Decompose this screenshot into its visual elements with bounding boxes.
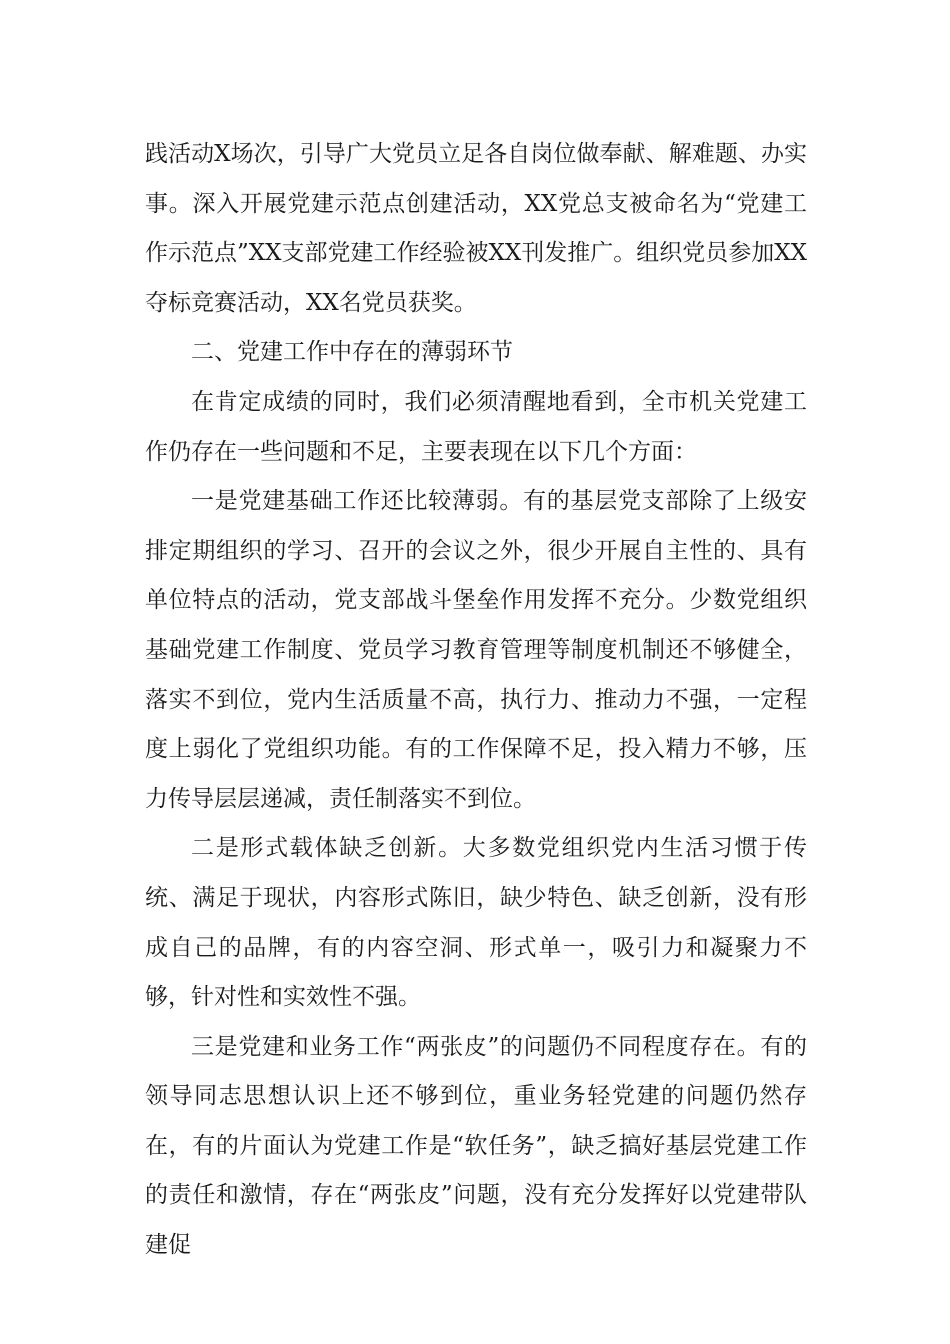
paragraph-intro: 在肯定成绩的同时，我们必须清醒地看到，全市机关党建工作仍存在一些问题和不足，主要表现在以下几个方面： bbox=[145, 388, 807, 465]
paragraph-point-two: 二是形式载体缺乏创新。大多数党组织党内生活习惯于传统、满足于现状，内容形式陈旧，缺少特色、缺乏创新，没有形成自己的品牌，有的内容空洞、形式单一，吸引力和凝聚力不够，针对性和实效性不强。 bbox=[145, 835, 807, 1011]
section-heading: 二、党建工作中存在的薄弱环节 bbox=[191, 339, 513, 366]
document-body bbox=[145, 130, 807, 1271]
paragraph-point-one: 一是党建基础工作还比较薄弱。有的基层党支部除了上级安排定期组织的学习、召开的会议之外，很少开展自主性的、具有单位特点的活动，党支部战斗堡垒作用发挥不充分。少数党组织基础党建工作制度、党员学习教育管理等制度机制还不够健全，落实不到位，党内生活质量不高，执行力、推动力不强，一定程度上弱化了党组织功能。有的工作保障不足，投入精力不够，压力传导层层递减，责任制落实不到位。 bbox=[145, 488, 807, 812]
paragraph-continued: 践活动X场次，引导广大党员立足各自岗位做奉献、解难题、办实事。深入开展党建示范点创建活动，XX党总支被命名为“党建工作示范点”XX支部党建工作经验被XX刊发推广。组织党员参加XX夺标竞赛活动，XX名党员获奖。 bbox=[145, 141, 808, 316]
paragraph-point-three: 三是党建和业务工作“两张皮”的问题仍不同程度存在。有的领导同志思想认识上还不够到位，重业务轻党建的问题仍然存在，有的片面认为党建工作是“软任务”，缺乏搞好基层党建工作的责任和激情，存在“两张皮”问题，没有充分发挥好以党建带队建促 bbox=[145, 1033, 807, 1259]
